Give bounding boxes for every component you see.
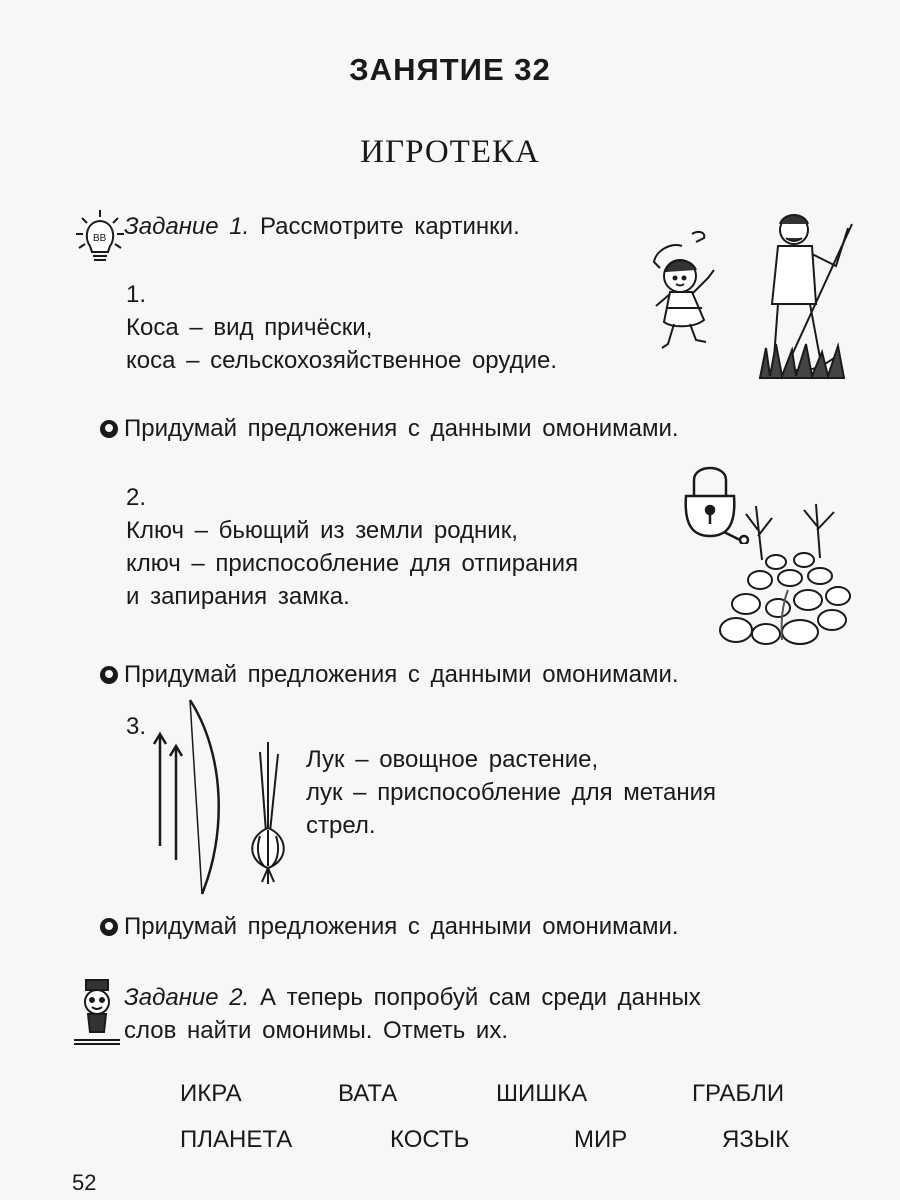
- item2-line2: ключ – приспособление для отпирания: [126, 550, 579, 577]
- scythe-man-illustration: [756, 208, 856, 380]
- task1-text: Рассмотрите картинки.: [259, 213, 520, 240]
- bow-arrows-illustration: [150, 696, 230, 898]
- word-row1-4: ГРАБЛИ: [692, 1080, 785, 1107]
- onion-illustration: [244, 738, 292, 884]
- item3-line2: лук – приспособление для метания: [306, 779, 717, 806]
- item3-number: 3.: [126, 713, 147, 740]
- prompt1: [100, 412, 679, 445]
- item2-number: 2.: [126, 484, 147, 511]
- task2-line1-text: А теперь попробуй сам среди данных: [259, 984, 701, 1011]
- lesson-title: ЗАНЯТИЕ 32: [349, 52, 551, 87]
- item1-line2: коса – сельскохозяйственное орудие.: [126, 347, 558, 374]
- item2-line1: Ключ – бьющий из земли родник,: [126, 517, 518, 544]
- page-number: 52: [72, 1170, 97, 1195]
- svg-text:ВВ: ВВ: [93, 233, 107, 244]
- item1-number: 1.: [126, 281, 147, 308]
- word-row2-1: ПЛАНЕТА: [180, 1126, 293, 1153]
- word-row1-2: ВАТА: [338, 1080, 398, 1107]
- bullet-icon: [100, 918, 118, 936]
- lightbulb-icon: [74, 208, 126, 266]
- item3-line1: Лук – овощное растение,: [306, 746, 599, 773]
- prompt3: [100, 910, 679, 943]
- word-row1-1: ИКРА: [180, 1080, 242, 1107]
- bullet-icon: [100, 420, 118, 438]
- prompt3-text: Придумай предложения с данными омонимами.: [124, 913, 679, 940]
- task2-line2: слов найти омонимы. Отметь их.: [124, 1017, 509, 1044]
- spring-stones-illustration: [716, 500, 856, 648]
- word-row2-4: ЯЗЫК: [722, 1126, 790, 1153]
- word-row2-3: МИР: [574, 1126, 628, 1153]
- item1-line1: Коса – вид причёски,: [126, 314, 373, 341]
- prompt2: [100, 658, 679, 691]
- item3-line3: стрел.: [306, 812, 376, 839]
- section-title: ИГРОТЕКА: [360, 134, 540, 170]
- braid-girl-illustration: [642, 228, 746, 358]
- item2-line3: и запирания замка.: [126, 583, 350, 610]
- pencil-character-icon: [72, 976, 122, 1048]
- prompt2-text: Придумай предложения с данными омонимами.: [124, 661, 679, 688]
- task2-label: Задание 2.: [124, 984, 250, 1011]
- task2-line1: [124, 981, 701, 1014]
- bullet-icon: [100, 666, 118, 684]
- prompt1-text: Придумай предложения с данными омонимами.: [124, 415, 679, 442]
- task1-heading: [124, 210, 520, 243]
- word-row1-3: ШИШКА: [496, 1080, 588, 1107]
- task1-label: Задание 1.: [124, 213, 250, 240]
- word-row2-2: КОСТЬ: [390, 1126, 470, 1153]
